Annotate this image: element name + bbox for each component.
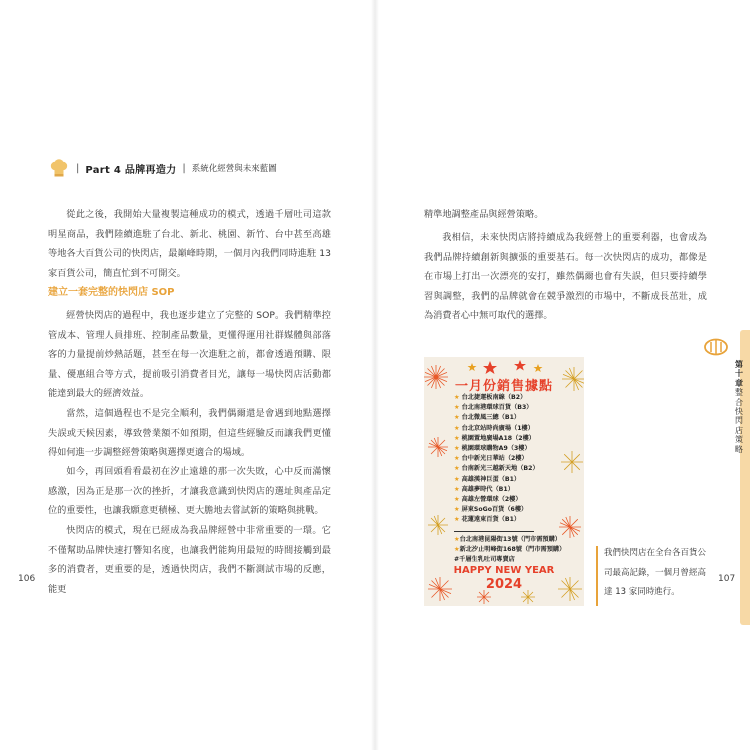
running-head-separator: | <box>76 162 80 174</box>
star-icon: ★ <box>454 404 460 412</box>
list-item: ★台北南港昆陽街13號（門市需預購） <box>454 536 561 543</box>
list-item: ★ 花蓮遠東百貨（B1） <box>454 516 521 524</box>
poster-title: 一月份銷售據點 <box>454 379 553 394</box>
page-number-left: 106 <box>18 574 36 584</box>
star-icon: ★ <box>454 414 460 422</box>
list-item: ★新北汐止明峰街168號（門市需預購） <box>454 546 566 553</box>
body-paragraph: 我相信，未來快閃店將持續成為我經營上的重要利器，也會成為我們品牌持續創新與擴張的重要基石。每一次快閃店的成功，都像是在市場上打出一次漂亮的安打，雖然偶爾也會有失誤，但只要持續學習與調整，我們的品牌就會在競爭激烈的市場中，不斷成長茁壯，成為消費者心中無可取代的選擇。 <box>424 232 707 322</box>
star-icon: ★ <box>454 475 460 483</box>
body-paragraph: 快閃店的模式，現在已經成為我品牌經營中非常重要的一環。它不僅幫助品牌快速打響知名度，也讓我們能夠用最短的時間接觸到最多的消費者，更重要的是，透過快閃店，我們不斷測試市場的反應，能更 <box>48 525 331 595</box>
chapter-subtitle: 系統化經營與未來藍圖 <box>191 164 277 174</box>
photo-caption: 我們快閃店在全台各百貨公司最高記錄，一個月曾經高達 13 家同時進行。 <box>604 548 707 597</box>
list-item: ★ 台北捷運板南線（B2） <box>454 394 527 401</box>
star-icon: ★ <box>454 536 460 543</box>
star-icon: ★ <box>454 455 460 463</box>
body-paragraph: 從此之後，我開始大量複製這種成功的模式，透過千層吐司這款明星商品，我們陸續進駐了台北、新北、桃園、新竹、台中甚至高雄等地各大百貨公司的快閃店，最巔峰時期，一個月內我們同時進駐 13 家百貨公司，簡直忙到不可開交。 <box>48 209 331 279</box>
chef-hat-icon <box>48 157 70 179</box>
star-icon: ★ <box>454 394 460 401</box>
star-icon: ★ <box>454 465 460 473</box>
list-item: #千層生乳吐司專賣店 <box>454 556 515 563</box>
book-gutter <box>371 0 379 750</box>
star-icon: ★ <box>454 496 460 504</box>
list-item: ★ 高雄左營環球（2樓） <box>454 496 522 504</box>
part-title: Part 4 品牌再造力 <box>85 164 177 176</box>
body-paragraph: 當然，這個過程也不是完全順利，我們偶爾還是會遇到地點選擇失誤或天候因素，導致營業額不如預期，但這些經驗反而讓我們更懂得如何進一步調整經營策略與選擇更適合的場域。 <box>48 408 331 459</box>
list-item: ★ 台北南港環球百貨（B3） <box>454 404 533 412</box>
chapter-side-label <box>733 360 745 454</box>
chapter-title-label: 整合快閃店策略 <box>735 388 743 454</box>
star-icon: ★ <box>454 546 460 553</box>
new-year-year: 2024 <box>485 577 523 592</box>
body-paragraph: 經營快閃店的過程中，我也逐步建立了完整的 SOP。我們精準控管成本、管理人員排班、控制產品數量，更懂得運用社群媒體與部落客的力量提前炒熱話題，甚至在每一次進駐之前，都會透過預購、限量、優惠組合等方式，提前吸引消費者目光，讓每一場快閃店活動都能達到最大的經濟效益。 <box>48 310 331 400</box>
running-head <box>48 157 277 179</box>
star-icon: ★ <box>454 506 460 514</box>
list-item: ★ 高雄夢時代（B1） <box>454 485 514 493</box>
list-item: ★ 台中新光日華站（2樓） <box>454 455 528 463</box>
list-item: ★ 台南新光三越新天地（B2） <box>454 465 539 473</box>
star-icon: ★ <box>454 424 460 432</box>
new-year-text: HAPPY NEW YEAR <box>453 565 555 576</box>
section-heading: 建立一套完整的快閃店 SOP <box>48 287 175 298</box>
chapter-number-label: 第十章 <box>735 360 743 388</box>
list-item: ★ 高雄漢神巨蛋（B1） <box>454 475 521 483</box>
list-item: ★ 桃園置地廣場A18（2樓） <box>454 434 535 442</box>
list-item: ★ 台北微風三總（B1） <box>454 414 521 422</box>
sales-locations-poster <box>424 357 584 606</box>
star-icon: ★ <box>454 485 460 493</box>
caption-accent-bar <box>596 546 598 606</box>
bread-icon <box>703 337 729 357</box>
shop-list <box>454 535 579 565</box>
list-item: ★ 屏東SoGo百貨（6樓） <box>454 506 528 514</box>
list-item: ★ 桃園環球購物A9（3樓） <box>454 445 531 453</box>
poster-divider <box>454 531 534 532</box>
star-icon: ★ <box>454 516 460 524</box>
running-head-separator: | <box>182 162 186 174</box>
body-paragraph: 如今，再回頭看看最初在汐止遠雄的那一次失敗，心中反而滿懷感激，因為正是那一次的挫折，才讓我意識到快閃店的選址與產品定位的重要性，也讓我願意更積極、更大膽地去嘗試新的策略與挑戰。 <box>48 466 331 517</box>
store-list <box>454 393 579 526</box>
star-icon: ★ <box>454 445 460 453</box>
star-icon: ★ <box>454 434 460 442</box>
body-paragraph: 精準地調整產品與經營策略。 <box>424 209 544 220</box>
page-number-right: 107 <box>718 574 736 584</box>
list-item: ★ 台北京站時尚廣場（1樓） <box>454 424 534 432</box>
